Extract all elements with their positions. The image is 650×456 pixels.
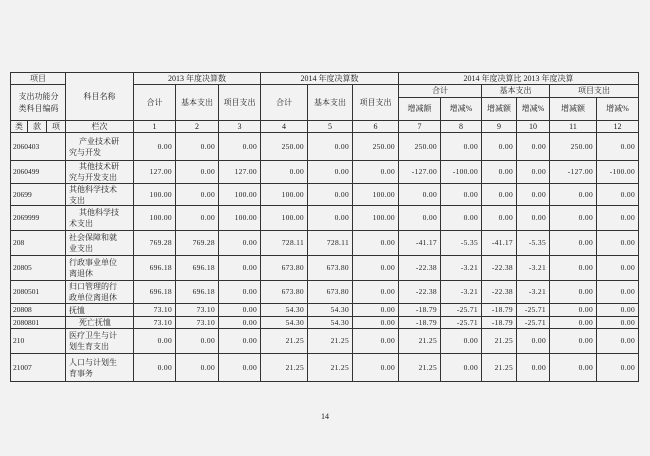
total-change-amount: -18.79 bbox=[399, 304, 441, 317]
basic-2013: 769.28 bbox=[176, 231, 219, 256]
column-number: 2 bbox=[176, 121, 219, 133]
total-change-amount: 0.00 bbox=[399, 206, 441, 231]
project-change-amount: 0.00 bbox=[550, 281, 597, 304]
subject-code: 20699 bbox=[11, 184, 66, 206]
total-change-amount: -41.17 bbox=[399, 231, 441, 256]
total-2013: 769.28 bbox=[134, 231, 176, 256]
column-number: 6 bbox=[353, 121, 399, 133]
project-2013: 0.00 bbox=[219, 133, 261, 161]
total-2013: 100.00 bbox=[134, 206, 176, 231]
project-2014: 100.00 bbox=[353, 184, 399, 206]
basic-change-amount: 21.25 bbox=[482, 329, 517, 354]
total-2014: 100.00 bbox=[261, 206, 308, 231]
header-change-amount: 增减额 bbox=[482, 98, 517, 121]
column-number: 11 bbox=[550, 121, 597, 133]
column-number: 8 bbox=[441, 121, 482, 133]
total-2014: 54.30 bbox=[261, 304, 308, 317]
basic-change-amount: -18.79 bbox=[482, 317, 517, 329]
column-number: 1 bbox=[134, 121, 176, 133]
project-2013: 127.00 bbox=[219, 161, 261, 184]
total-change-pct: 0.00 bbox=[441, 329, 482, 354]
column-number: 4 bbox=[261, 121, 308, 133]
total-change-amount: -22.38 bbox=[399, 281, 441, 304]
project-change-amount: 0.00 bbox=[550, 329, 597, 354]
basic-2014: 673.80 bbox=[308, 256, 353, 281]
subject-code: 20808 bbox=[11, 304, 66, 317]
total-change-amount: 250.00 bbox=[399, 133, 441, 161]
project-change-pct: 0.00 bbox=[597, 354, 639, 382]
subject-name: 社会保障和就业支出 bbox=[66, 231, 134, 256]
subject-name: 抚恤 bbox=[66, 304, 134, 317]
header-lei: 类 bbox=[11, 121, 28, 133]
total-2014: 100.00 bbox=[261, 184, 308, 206]
basic-change-pct: 0.00 bbox=[517, 329, 550, 354]
header-basic-2014: 基本支出 bbox=[308, 85, 353, 121]
header-code: 支出功能分类科目编码 bbox=[11, 85, 66, 121]
header-project-2014: 项目支出 bbox=[353, 85, 399, 121]
project-change-pct: -100.00 bbox=[597, 161, 639, 184]
column-number: 3 bbox=[219, 121, 261, 133]
header-change-pct: 增减% bbox=[441, 98, 482, 121]
basic-change-pct: 0.00 bbox=[517, 184, 550, 206]
basic-change-amount: 0.00 bbox=[482, 206, 517, 231]
basic-change-amount: -18.79 bbox=[482, 304, 517, 317]
basic-change-pct: -25.71 bbox=[517, 317, 550, 329]
basic-2013: 0.00 bbox=[176, 161, 219, 184]
total-2013: 73.10 bbox=[134, 317, 176, 329]
total-2013: 696.18 bbox=[134, 281, 176, 304]
total-2013: 0.00 bbox=[134, 354, 176, 382]
project-change-pct: 0.00 bbox=[597, 206, 639, 231]
header-column-index: 栏次 bbox=[66, 121, 134, 133]
project-2014: 250.00 bbox=[353, 133, 399, 161]
project-2014: 0.00 bbox=[353, 161, 399, 184]
total-change-amount: -127.00 bbox=[399, 161, 441, 184]
column-number: 10 bbox=[517, 121, 550, 133]
subject-code: 2080501 bbox=[11, 281, 66, 304]
project-2013: 0.00 bbox=[219, 281, 261, 304]
basic-change-amount: 0.00 bbox=[482, 161, 517, 184]
basic-2014: 21.25 bbox=[308, 354, 353, 382]
basic-2014: 0.00 bbox=[308, 133, 353, 161]
header-comparison: 2014 年度决算比 2013 年度决算 bbox=[399, 73, 639, 85]
project-2013: 0.00 bbox=[219, 256, 261, 281]
basic-change-pct: 0.00 bbox=[517, 161, 550, 184]
total-change-amount: 0.00 bbox=[399, 184, 441, 206]
project-change-pct: 0.00 bbox=[597, 231, 639, 256]
header-total-change: 合计 bbox=[399, 85, 482, 98]
basic-2014: 54.30 bbox=[308, 304, 353, 317]
column-number: 9 bbox=[482, 121, 517, 133]
subject-name: 死亡抚恤 bbox=[66, 317, 134, 329]
basic-2013: 696.18 bbox=[176, 281, 219, 304]
total-change-pct: -25.71 bbox=[441, 317, 482, 329]
total-2013: 696.18 bbox=[134, 256, 176, 281]
project-2013: 100.00 bbox=[219, 206, 261, 231]
total-2014: 250.00 bbox=[261, 133, 308, 161]
total-2013: 100.00 bbox=[134, 184, 176, 206]
subject-code: 21007 bbox=[11, 354, 66, 382]
header-2013: 2013 年度决算数 bbox=[134, 73, 261, 85]
header-change-amount: 增减额 bbox=[399, 98, 441, 121]
basic-2014: 0.00 bbox=[308, 161, 353, 184]
subject-name: 人口与计划生育事务 bbox=[66, 354, 134, 382]
subject-name: 其他科学技术支出 bbox=[66, 184, 134, 206]
project-2013: 0.00 bbox=[219, 354, 261, 382]
header-basic-change: 基本支出 bbox=[482, 85, 550, 98]
basic-change-pct: -25.71 bbox=[517, 304, 550, 317]
total-change-pct: -3.21 bbox=[441, 281, 482, 304]
basic-change-pct: 0.00 bbox=[517, 133, 550, 161]
basic-2013: 73.10 bbox=[176, 317, 219, 329]
total-2014: 728.11 bbox=[261, 231, 308, 256]
basic-change-pct: -3.21 bbox=[517, 256, 550, 281]
header-change-pct: 增减% bbox=[517, 98, 550, 121]
basic-2013: 0.00 bbox=[176, 184, 219, 206]
project-change-amount: 0.00 bbox=[550, 256, 597, 281]
basic-change-pct: -5.35 bbox=[517, 231, 550, 256]
project-change-amount: -127.00 bbox=[550, 161, 597, 184]
total-change-amount: -18.79 bbox=[399, 317, 441, 329]
project-2013: 0.00 bbox=[219, 317, 261, 329]
header-total-2013: 合计 bbox=[134, 85, 176, 121]
project-change-pct: 0.00 bbox=[597, 256, 639, 281]
project-2014: 0.00 bbox=[353, 256, 399, 281]
basic-2013: 696.18 bbox=[176, 256, 219, 281]
header-project: 项目 bbox=[11, 73, 66, 85]
subject-code: 2060403 bbox=[11, 133, 66, 161]
subject-name: 产业技术研究与开发 bbox=[66, 133, 134, 161]
basic-2013: 0.00 bbox=[176, 329, 219, 354]
project-2014: 0.00 bbox=[353, 329, 399, 354]
subject-code: 208 bbox=[11, 231, 66, 256]
header-total-2014: 合计 bbox=[261, 85, 308, 121]
project-change-amount: 0.00 bbox=[550, 304, 597, 317]
total-change-pct: -3.21 bbox=[441, 256, 482, 281]
basic-change-amount: -22.38 bbox=[482, 256, 517, 281]
project-2014: 0.00 bbox=[353, 281, 399, 304]
column-number: 7 bbox=[399, 121, 441, 133]
subject-code: 2080801 bbox=[11, 317, 66, 329]
project-2013: 100.00 bbox=[219, 184, 261, 206]
basic-2014: 0.00 bbox=[308, 206, 353, 231]
project-2013: 0.00 bbox=[219, 231, 261, 256]
basic-change-amount: 21.25 bbox=[482, 354, 517, 382]
total-2013: 0.00 bbox=[134, 133, 176, 161]
project-2014: 100.00 bbox=[353, 206, 399, 231]
total-2014: 0.00 bbox=[261, 161, 308, 184]
header-2014: 2014 年度决算数 bbox=[261, 73, 399, 85]
total-change-pct: -25.71 bbox=[441, 304, 482, 317]
basic-2014: 54.30 bbox=[308, 317, 353, 329]
total-change-pct: 0.00 bbox=[441, 206, 482, 231]
total-2013: 0.00 bbox=[134, 329, 176, 354]
subject-name: 医疗卫生与计划生育支出 bbox=[66, 329, 134, 354]
subject-name: 其他科学技术支出 bbox=[66, 206, 134, 231]
subject-code: 2069999 bbox=[11, 206, 66, 231]
project-2014: 0.00 bbox=[353, 354, 399, 382]
project-change-amount: 250.00 bbox=[550, 133, 597, 161]
project-change-pct: 0.00 bbox=[597, 329, 639, 354]
header-change-pct: 增减% bbox=[597, 98, 639, 121]
basic-2013: 73.10 bbox=[176, 304, 219, 317]
total-change-pct: 0.00 bbox=[441, 184, 482, 206]
total-change-amount: -22.38 bbox=[399, 256, 441, 281]
total-2013: 73.10 bbox=[134, 304, 176, 317]
project-2014: 0.00 bbox=[353, 317, 399, 329]
basic-2014: 21.25 bbox=[308, 329, 353, 354]
basic-change-amount: -22.38 bbox=[482, 281, 517, 304]
project-change-pct: 0.00 bbox=[597, 317, 639, 329]
project-change-pct: 0.00 bbox=[597, 281, 639, 304]
subject-name: 归口管理的行政单位离退休 bbox=[66, 281, 134, 304]
project-2013: 0.00 bbox=[219, 304, 261, 317]
page-number: 14 bbox=[321, 412, 329, 421]
header-project-change: 项目支出 bbox=[550, 85, 639, 98]
subject-name: 其他技术研究与开发支出 bbox=[66, 161, 134, 184]
basic-change-amount: 0.00 bbox=[482, 133, 517, 161]
basic-2014: 728.11 bbox=[308, 231, 353, 256]
project-change-amount: 0.00 bbox=[550, 231, 597, 256]
subject-code: 210 bbox=[11, 329, 66, 354]
project-change-pct: 0.00 bbox=[597, 133, 639, 161]
basic-change-amount: 0.00 bbox=[482, 184, 517, 206]
basic-change-pct: 0.00 bbox=[517, 354, 550, 382]
project-change-amount: 0.00 bbox=[550, 354, 597, 382]
total-2014: 673.80 bbox=[261, 256, 308, 281]
header-kuan: 款 bbox=[28, 121, 47, 133]
subject-name: 行政事业单位离退休 bbox=[66, 256, 134, 281]
project-change-pct: 0.00 bbox=[597, 304, 639, 317]
project-2014: 0.00 bbox=[353, 231, 399, 256]
total-change-amount: 21.25 bbox=[399, 354, 441, 382]
project-change-amount: 0.00 bbox=[550, 206, 597, 231]
total-change-pct: -5.35 bbox=[441, 231, 482, 256]
basic-change-pct: 0.00 bbox=[517, 206, 550, 231]
total-2014: 54.30 bbox=[261, 317, 308, 329]
total-2014: 673.80 bbox=[261, 281, 308, 304]
total-2014: 21.25 bbox=[261, 329, 308, 354]
basic-2013: 0.00 bbox=[176, 354, 219, 382]
project-change-pct: 0.00 bbox=[597, 184, 639, 206]
subject-code: 2060499 bbox=[11, 161, 66, 184]
total-2013: 127.00 bbox=[134, 161, 176, 184]
header-subject-name: 科目名称 bbox=[66, 73, 134, 121]
basic-2014: 673.80 bbox=[308, 281, 353, 304]
column-number: 5 bbox=[308, 121, 353, 133]
header-xiang: 项 bbox=[47, 121, 66, 133]
total-2014: 21.25 bbox=[261, 354, 308, 382]
header-project-2013: 项目支出 bbox=[219, 85, 261, 121]
total-change-amount: 21.25 bbox=[399, 329, 441, 354]
budget-table bbox=[10, 72, 639, 382]
basic-2013: 0.00 bbox=[176, 133, 219, 161]
subject-code: 20805 bbox=[11, 256, 66, 281]
project-change-amount: 0.00 bbox=[550, 317, 597, 329]
basic-change-pct: -3.21 bbox=[517, 281, 550, 304]
project-change-amount: 0.00 bbox=[550, 184, 597, 206]
basic-change-amount: -41.17 bbox=[482, 231, 517, 256]
basic-2013: 0.00 bbox=[176, 206, 219, 231]
project-2013: 0.00 bbox=[219, 329, 261, 354]
header-change-amount: 增减额 bbox=[550, 98, 597, 121]
total-change-pct: 0.00 bbox=[441, 354, 482, 382]
total-change-pct: 0.00 bbox=[441, 133, 482, 161]
column-number: 12 bbox=[597, 121, 639, 133]
total-change-pct: -100.00 bbox=[441, 161, 482, 184]
basic-2014: 0.00 bbox=[308, 184, 353, 206]
project-2014: 0.00 bbox=[353, 304, 399, 317]
header-basic-2013: 基本支出 bbox=[176, 85, 219, 121]
